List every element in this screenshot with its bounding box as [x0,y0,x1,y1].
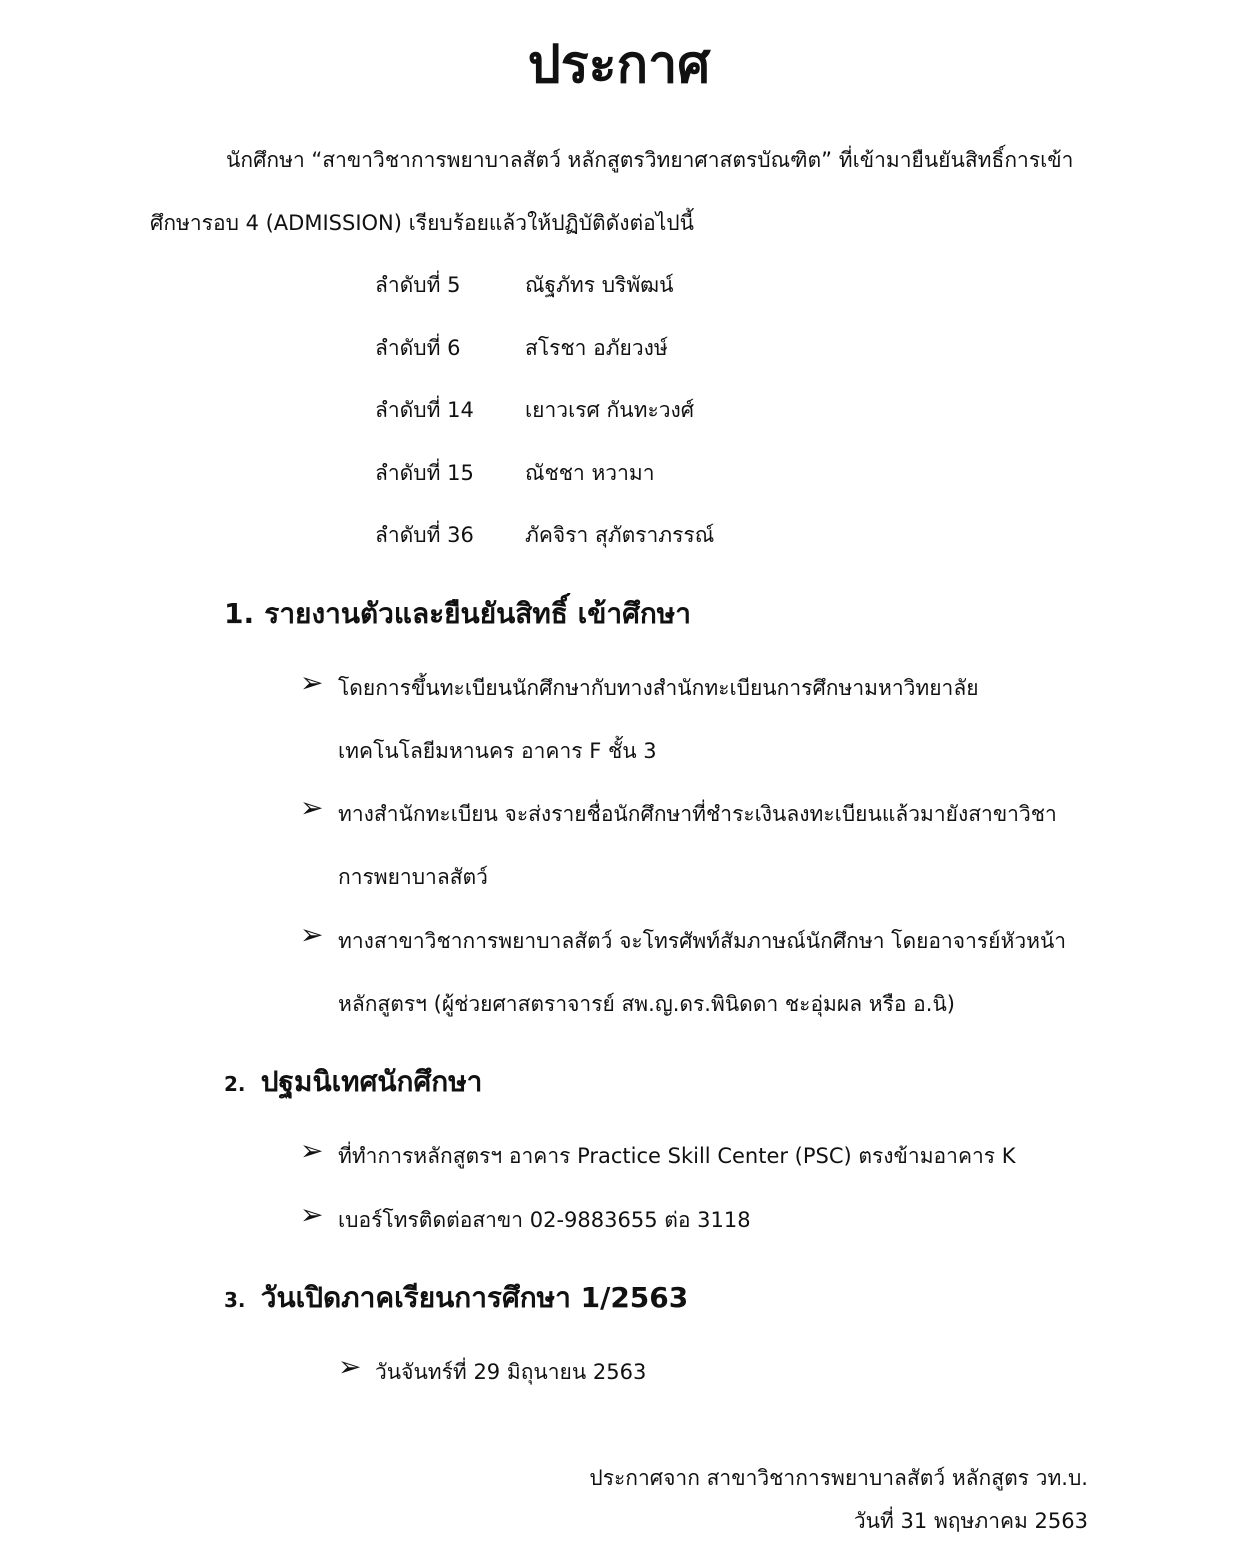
student-name: ภัคจิรา สุภัตราภรรณ์ [525,523,715,547]
page-title: ประกาศ [527,35,711,95]
intro-line-2: ศึกษารอบ 4 (ADMISSION) เรียบร้อยแล้วให้ปฏิบัติดังต่อไปนี้ [150,211,694,235]
bullet-text-cont: เทคโนโลยีมหานคร อาคาร F ชั้น 3 [338,739,657,763]
intro-line-1: นักศึกษา “สาขาวิชาการพยาบาลสัตว์ หลักสูตรวิทยาศาสตรบัณฑิต” ที่เข้ามายืนยันสิทธิ์การเข้า [226,148,1074,172]
bullet-text-cont: หลักสูตรฯ (ผู้ช่วยศาสตราจารย์ สพ.ญ.ดร.พินิดดา ชะอุ่มผล หรือ อ.นิ) [338,992,955,1016]
list-item [375,332,668,365]
student-name: ณัฐภัทร บริพัฒน์ [525,273,674,297]
arrow-bullet-icon: ➢ [338,1350,362,1383]
list-item [375,519,714,552]
bullet-text: ทางสาขาวิชาการพยาบาลสัตว์ จะโทรศัพท์สัมภาษณ์นักศึกษา โดยอาจารย์หัวหน้า [338,929,1067,953]
section-title: วันเปิดภาคเรียนการศึกษา 1/2563 [260,1281,689,1314]
student-rank: ลำดับที่ 6 [375,336,461,360]
section-number: 2. [224,1072,246,1096]
bullet-text: โดยการขึ้นทะเบียนนักศึกษากับทางสำนักทะเบียนการศึกษามหาวิทยาลัย [338,676,979,700]
section-title: ปฐมนิเทศนักศึกษา [260,1065,483,1098]
student-rank: ลำดับที่ 14 [375,398,474,422]
arrow-bullet-icon: ➢ [300,666,324,699]
student-name: สโรชา อภัยวงษ์ [525,336,668,360]
bullet-text: ทางสำนักทะเบียน จะส่งรายชื่อนักศึกษาที่ชำระเงินลงทะเบียนแล้วมายังสาขาวิชา [338,802,1057,826]
student-rank: ลำดับที่ 36 [375,523,474,547]
student-name: เยาวเรศ กันทะวงศ์ [525,398,695,422]
list-item [375,457,655,490]
section-number: 1. [224,597,255,630]
footer-date: วันที่ 31 พฤษภาคม 2563 [853,1509,1088,1533]
footer-issuer: ประกาศจาก สาขาวิชาการพยาบาลสัตว์ หลักสูตร วท.บ. [589,1466,1088,1490]
bullet-text: ที่ทำการหลักสูตรฯ อาคาร Practice Skill Center (PSC) ตรงข้ามอาคาร K [338,1144,1016,1168]
section-heading-1 [224,592,691,636]
bullet-text-cont: การพยาบาลสัตว์ [338,865,488,889]
list-item [375,269,674,302]
student-rank: ลำดับที่ 15 [375,461,474,485]
arrow-bullet-icon: ➢ [300,918,324,951]
student-name: ณัชชา หวามา [525,461,655,485]
arrow-bullet-icon: ➢ [300,1134,324,1167]
section-title: รายงานตัวและยืนยันสิทธิ์ เข้าศึกษา [264,597,691,630]
list-item [375,394,694,427]
section-heading-3 [224,1276,688,1320]
bullet-text: เบอร์โทรติดต่อสาขา 02-9883655 ต่อ 3118 [338,1208,751,1232]
arrow-bullet-icon: ➢ [300,791,324,824]
arrow-bullet-icon: ➢ [300,1198,324,1231]
bullet-text: วันจันทร์ที่ 29 มิถุนายน 2563 [375,1360,647,1384]
section-number: 3. [224,1288,246,1312]
student-rank: ลำดับที่ 5 [375,273,461,297]
section-heading-2 [224,1060,482,1104]
